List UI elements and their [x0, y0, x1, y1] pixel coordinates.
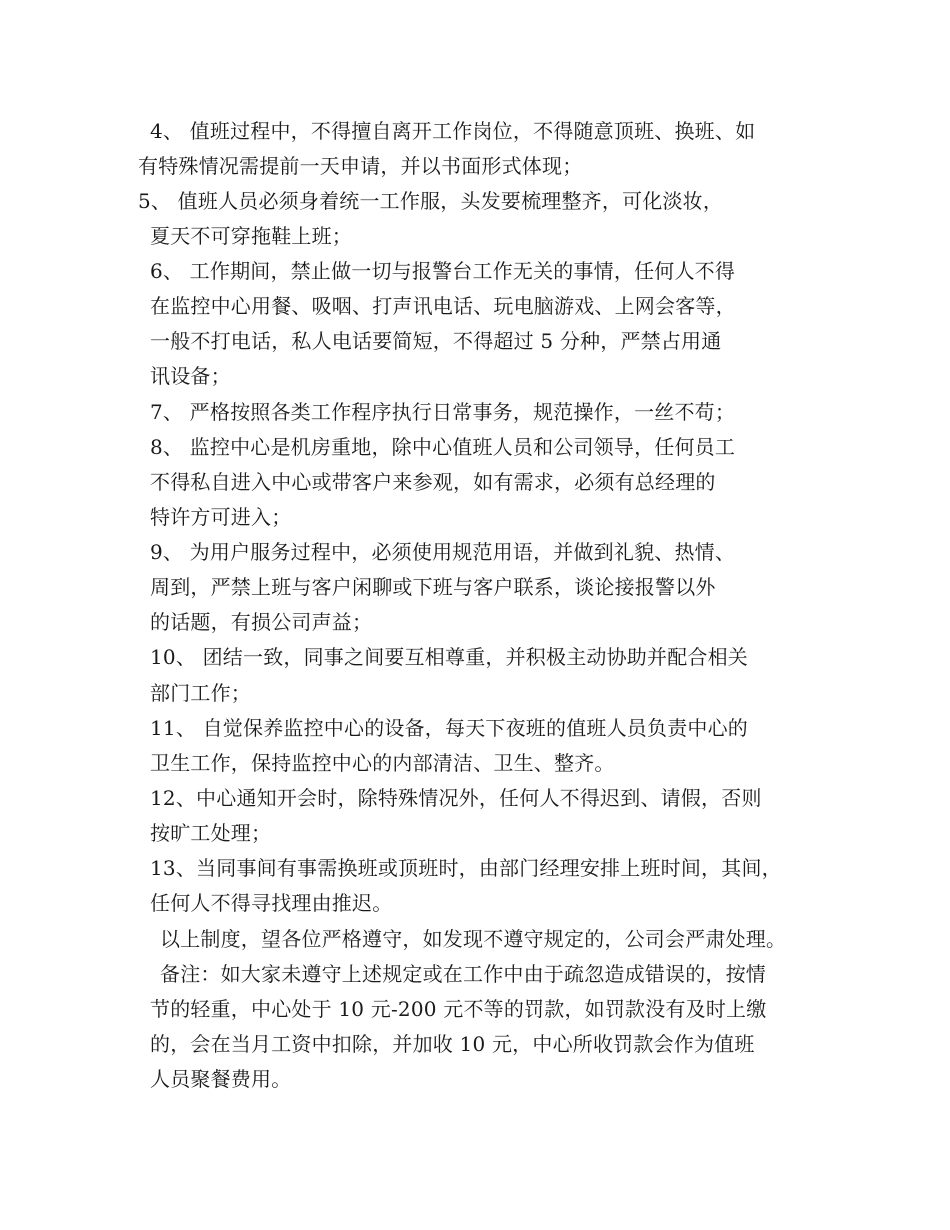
text-line: 的，会在当月工资中扣除，并加收 10 元，中心所收罚款会作为值班: [150, 1032, 755, 1056]
text-line: 8、 监控中心是机房重地，除中心值班人员和公司领导，任何员工: [150, 435, 736, 459]
text-line: 部门工作；: [150, 681, 251, 705]
text-line: 卫生工作，保持监控中心的内部清洁、卫生、整齐。: [150, 751, 615, 775]
text-line: 讯设备；: [150, 364, 231, 388]
text-line: 节的轻重，中心处于 10 元-200 元不等的罚款，如罚款没有及时上缴: [150, 997, 767, 1021]
text-line: 不得私自进入中心或带客户来参观，如有需求，必须有总经理的: [150, 470, 716, 494]
text-line: 有特殊情况需提前一天申请，并以书面形式体现；: [138, 154, 583, 178]
text-line: 5、 值班人员必须身着统一工作服，头发要梳理整齐，可化淡妆，: [138, 189, 724, 213]
text-line: 10、 团结一致，同事之间要互相尊重，并积极主动协助并配合相关: [150, 645, 749, 669]
text-line: 4、 值班过程中，不得擅自离开工作岗位，不得随意顶班、换班、如: [150, 119, 756, 143]
text-line: 6、 工作期间，禁止做一切与报警台工作无关的事情，任何人不得: [150, 259, 736, 283]
text-line: 周到，严禁上班与客户闲聊或下班与客户联系，谈论接报警以外: [150, 575, 716, 599]
text-line: 13、当同事间有事需换班或顶班时，由部门经理安排上班时间，其间，: [150, 856, 782, 880]
text-line: 7、 严格按照各类工作程序执行日常事务，规范操作，一丝不苟；: [150, 400, 736, 424]
text-line: 特许方可进入；: [150, 505, 292, 529]
text-line: 11、 自觉保养监控中心的设备，每天下夜班的值班人员负责中心的: [150, 716, 749, 740]
text-line: 9、 为用户服务过程中，必须使用规范用语，并做到礼貌、热情、: [150, 540, 736, 564]
text-line: 的话题，有损公司声益；: [150, 610, 373, 634]
text-line: 12、中心通知开会时，除特殊情况外，任何人不得迟到、请假，否则: [150, 786, 762, 810]
text-line: 在监控中心用餐、吸咽、打声讯电话、玩电脑游戏、上网会客等，: [150, 294, 736, 318]
text-line: 任何人不得寻找理由推迟。: [150, 891, 393, 915]
text-line: 人员聚餐费用。: [150, 1067, 292, 1091]
text-line: 按旷工处理；: [150, 821, 272, 845]
text-line: 夏天不可穿拖鞋上班；: [150, 224, 352, 248]
text-line: 备注：如大家未遵守上述规定或在工作中由于疏忽造成错误的，按情: [160, 962, 766, 986]
text-line: 一般不打电话，私人电话要简短，不得超过 5 分种，严禁占用通: [150, 329, 722, 353]
text-line: 以上制度，望各位严格遵守，如发现不遵守规定的，公司会严肃处理。: [160, 927, 787, 951]
